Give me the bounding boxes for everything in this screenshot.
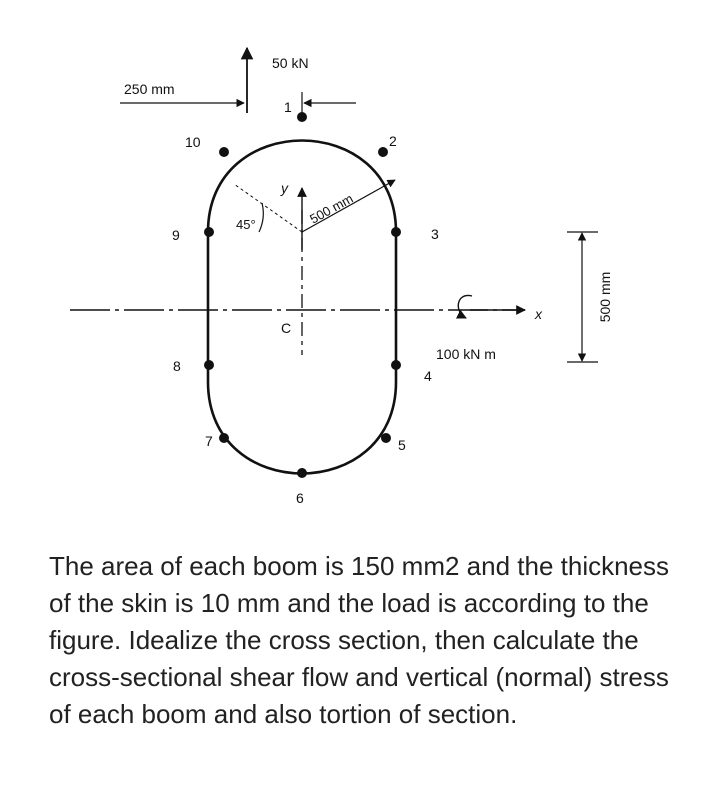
- boom-label-9: 9: [172, 227, 180, 243]
- boom-label-4: 4: [424, 368, 432, 384]
- centroid-label: C: [281, 320, 292, 336]
- torque-arrow: [458, 295, 472, 318]
- boom-9: [204, 227, 214, 237]
- boom-label-2: 2: [389, 133, 397, 149]
- boom-8: [204, 360, 214, 370]
- load-label: 50 kN: [272, 55, 309, 71]
- torque-label: 100 kN m: [436, 346, 496, 362]
- boom-1: [297, 112, 307, 122]
- boom-label-3: 3: [431, 226, 439, 242]
- angle-arc: [259, 203, 263, 232]
- width-label: 250 mm: [124, 81, 175, 97]
- boom-label-1: 1: [284, 99, 292, 115]
- boom-6: [297, 468, 307, 478]
- boom-3: [391, 227, 401, 237]
- boom-2: [378, 147, 388, 157]
- boom-label-5: 5: [398, 437, 406, 453]
- boom-10: [219, 147, 229, 157]
- boom-4: [391, 360, 401, 370]
- radius-label: 500 mm: [307, 190, 356, 227]
- problem-statement: The area of each boom is 150 mm2 and the thickness of the skin is 10 mm and the load is according to the figure. Idealize the cross section, then calculate the cross-sectional shear flow and vertical (normal) stress of each boom and also tortion of section.: [49, 551, 670, 729]
- boom-5: [381, 433, 391, 443]
- boom-label-7: 7: [205, 433, 213, 449]
- boom-label-10: 10: [185, 134, 201, 150]
- boom-label-8: 8: [173, 358, 181, 374]
- boom-7: [219, 433, 229, 443]
- boom-label-6: 6: [296, 490, 304, 506]
- height-label: 500 mm: [597, 271, 613, 323]
- y-axis-label: y: [281, 180, 288, 196]
- angle-label: 45°: [236, 217, 256, 232]
- x-axis-label: x: [535, 306, 542, 322]
